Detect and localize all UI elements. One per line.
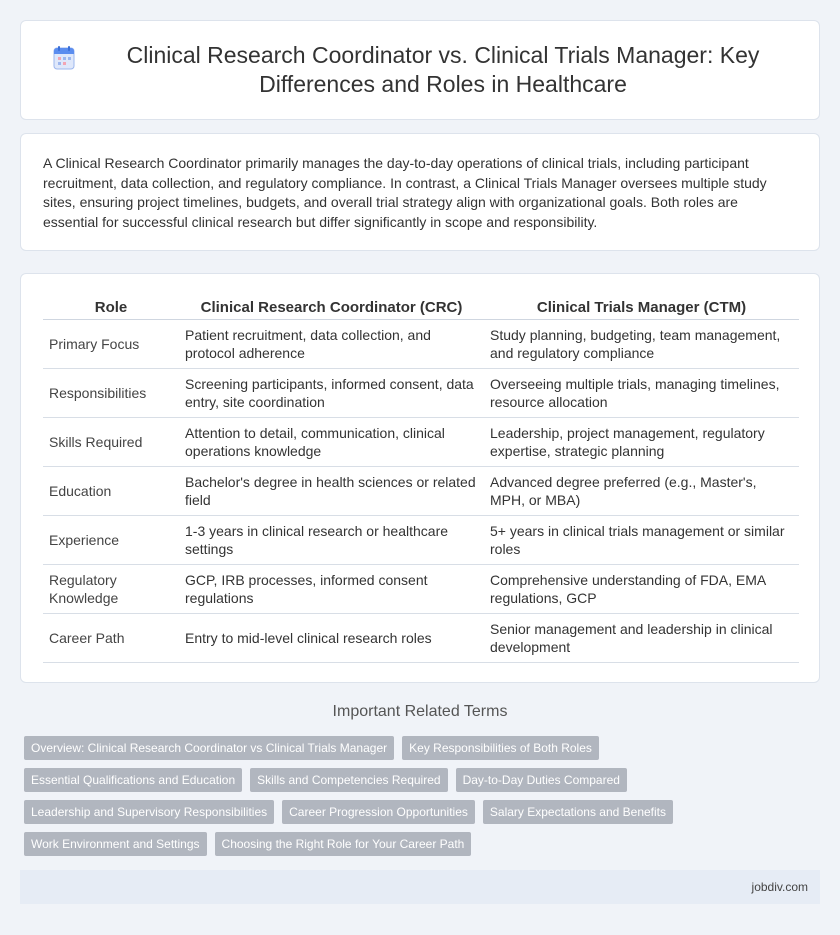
related-term-tag[interactable]: Day-to-Day Duties Compared <box>456 768 627 792</box>
ctm-cell: Leadership, project management, regulatory expertise, strategic planning <box>484 418 799 467</box>
tag-row <box>24 768 814 792</box>
crc-cell: Attention to detail, communication, clinical operations knowledge <box>179 418 484 467</box>
title-card <box>20 20 820 120</box>
comparison-card <box>20 273 820 683</box>
footer <box>20 870 820 904</box>
header-ctm: Clinical Trials Manager (CTM) <box>484 296 799 320</box>
tag-row <box>24 800 814 824</box>
related-term-tag[interactable]: Leadership and Supervisory Responsibilities <box>24 800 274 824</box>
intro-paragraph: A Clinical Research Coordinator primarily manages the day-to-day operations of clinical trials, including participant recruitment, data collection, and regulatory compliance. In contrast, a Clinical Trials Manager oversees multiple study sites, ensuring project timelines, budgets, and overall trial strategy align with organizational goals. Both roles are essential for successful clinical research but differ significantly in scope and responsibility. <box>43 155 767 230</box>
table-header-row <box>43 296 799 320</box>
title-wrap <box>51 41 789 99</box>
table-row <box>43 418 799 467</box>
table-row <box>43 565 799 614</box>
ctm-cell: Comprehensive understanding of FDA, EMA regulations, GCP <box>484 565 799 614</box>
table-row <box>43 614 799 663</box>
row-label: Primary Focus <box>43 320 179 369</box>
tag-row <box>24 832 814 856</box>
related-term-tag[interactable]: Choosing the Right Role for Your Career Path <box>215 832 472 856</box>
related-term-tag[interactable]: Career Progression Opportunities <box>282 800 475 824</box>
document-icon <box>51 45 77 71</box>
related-term-tag[interactable]: Essential Qualifications and Education <box>24 768 242 792</box>
table-row <box>43 369 799 418</box>
page-title: Clinical Research Coordinator vs. Clinical Trials Manager: Key Differences and Roles in Healthcare <box>126 42 760 97</box>
related-term-tag[interactable]: Key Responsibilities of Both Roles <box>402 736 599 760</box>
row-label: Career Path <box>43 614 179 663</box>
header-role: Role <box>43 296 179 320</box>
table-row <box>43 320 799 369</box>
ctm-cell: Study planning, budgeting, team management, and regulatory compliance <box>484 320 799 369</box>
intro-card <box>20 133 820 251</box>
ctm-cell: Advanced degree preferred (e.g., Master's, MPH, or MBA) <box>484 467 799 516</box>
related-terms-list <box>24 736 814 864</box>
table-row <box>43 516 799 565</box>
ctm-cell: 5+ years in clinical trials management or similar roles <box>484 516 799 565</box>
related-term-tag[interactable]: Skills and Competencies Required <box>250 768 447 792</box>
tag-row <box>24 736 814 760</box>
row-label: Education <box>43 467 179 516</box>
row-label: Regulatory Knowledge <box>43 565 179 614</box>
related-term-tag[interactable]: Overview: Clinical Research Coordinator vs Clinical Trials Manager <box>24 736 394 760</box>
crc-cell: 1-3 years in clinical research or healthcare settings <box>179 516 484 565</box>
comparison-table <box>43 296 799 663</box>
row-label: Experience <box>43 516 179 565</box>
crc-cell: Entry to mid-level clinical research roles <box>179 614 484 663</box>
ctm-cell: Overseeing multiple trials, managing timelines, resource allocation <box>484 369 799 418</box>
footer-site-link[interactable]: jobdiv.com <box>751 880 808 894</box>
related-term-tag[interactable]: Work Environment and Settings <box>24 832 207 856</box>
ctm-cell: Senior management and leadership in clinical development <box>484 614 799 663</box>
table-row <box>43 467 799 516</box>
related-term-tag[interactable]: Salary Expectations and Benefits <box>483 800 673 824</box>
row-label: Responsibilities <box>43 369 179 418</box>
crc-cell: Patient recruitment, data collection, and protocol adherence <box>179 320 484 369</box>
crc-cell: Screening participants, informed consent, data entry, site coordination <box>179 369 484 418</box>
header-crc: Clinical Research Coordinator (CRC) <box>179 296 484 320</box>
row-label: Skills Required <box>43 418 179 467</box>
related-terms-heading: Important Related Terms <box>332 703 508 720</box>
crc-cell: GCP, IRB processes, informed consent regulations <box>179 565 484 614</box>
crc-cell: Bachelor's degree in health sciences or related field <box>179 467 484 516</box>
